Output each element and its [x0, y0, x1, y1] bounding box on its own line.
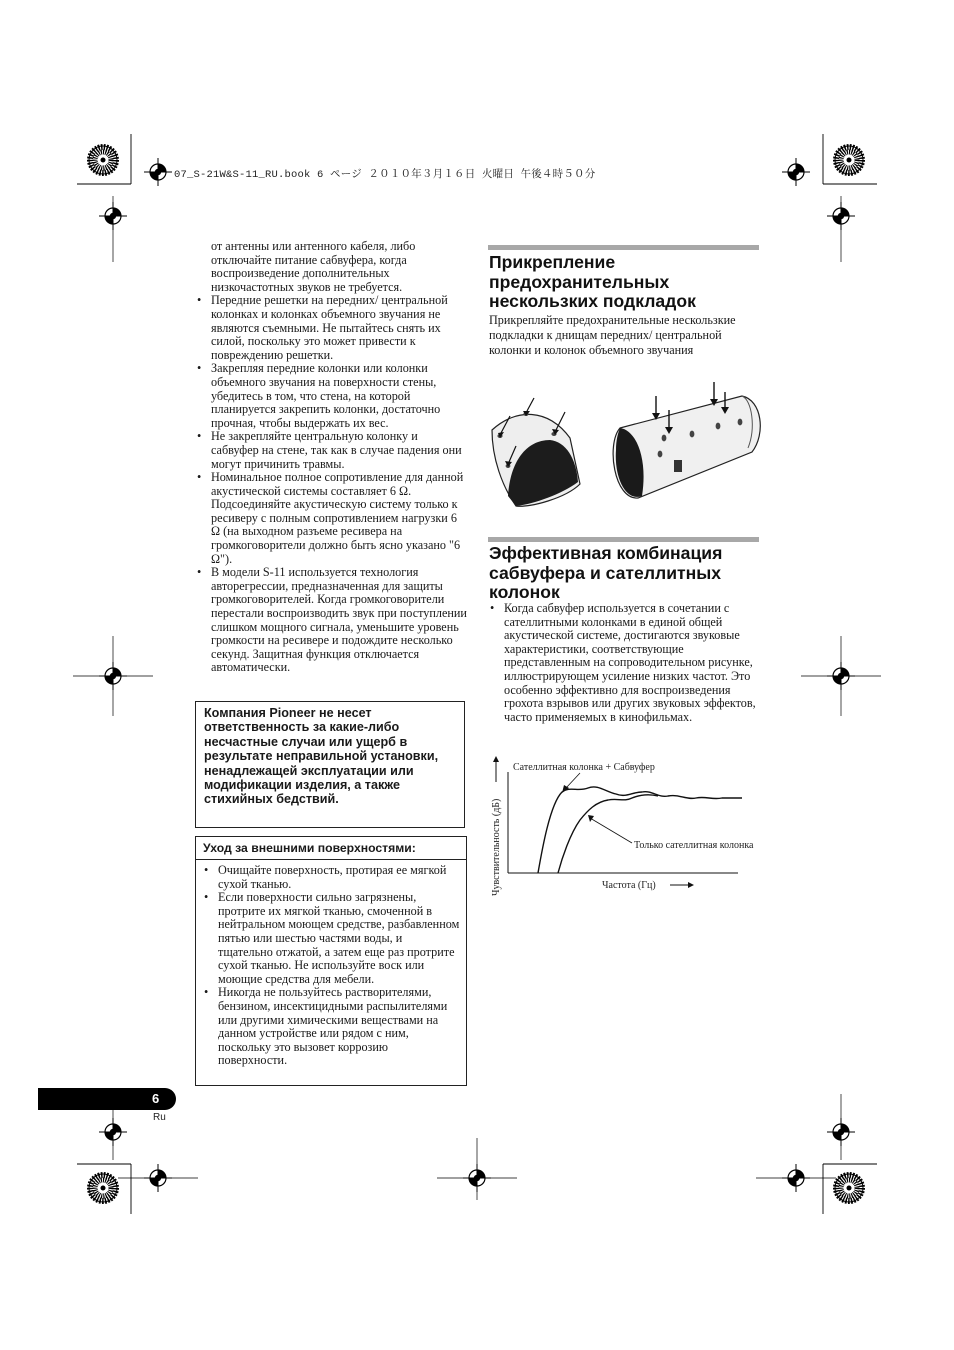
care-box: [195, 836, 467, 1086]
page-language: Ru: [153, 1112, 166, 1123]
section-body-pads: Прикрепляйте предохранительные нескользкие подкладки к днищам передних/ центральной колонки и колонок объемного звучания: [489, 313, 736, 358]
x-axis-label: Частота (Гц): [602, 880, 656, 891]
list-item: • Закрепляя передние колонки или колонки объемного звучания на поверхности стены, убедитесь в том, что стена, на которой планируется закрепить колонки, достаточно прочная, чтобы выдержать их вес.: [196, 362, 468, 430]
list-item: • Когда сабвуфер используется в сочетании с сателлитными колонками в единой общей акустической системе, достигаются звуковые характеристики, соответствующие представленным на сопроводительном рисунке, иллюстрирующем усиление низких частот. Это особенно эффективно для воспроизведения грохота взрывов или других звуковых эффектов, часто применяемых в кинофильмах.: [489, 602, 759, 724]
registration-target-icon: [144, 158, 172, 186]
series-label-combined: Сателлитная колонка + Сабвуфер: [513, 762, 655, 773]
list-item: • Никогда не пользуйтесь растворителями, бензином, инсектицидными распылителями или другими химическими веществами на данном устройстве или рядом с ним, поскольку это вызовет коррозию поверхности.: [203, 986, 460, 1068]
x-axis-arrow-icon: [688, 882, 694, 888]
registration-target-icon: [782, 1164, 810, 1192]
list-item: • Не закрепляйте центральную колонку и сабвуфер на стене, так как в случае падения они могут причинить травмы.: [196, 430, 468, 471]
registration-starburst-icon: [835, 146, 863, 174]
y-axis-label: Чувствительность (дБ): [491, 798, 502, 896]
section-title-subwoofer: Эффективная комбинация сабвуфера и сателлитных колонок: [489, 543, 723, 602]
registration-target-icon: [99, 202, 127, 230]
left-column: [196, 240, 468, 675]
page-number: 6: [152, 1091, 160, 1106]
book-info-header: 07_S-21W&S-11_RU.book 6 ページ ２０１０年３月１６日 火曜日 午後４時５０分: [174, 169, 596, 181]
liability-warning-box: [195, 701, 465, 828]
series-line-satellite: [558, 795, 658, 873]
list-item: • Номинальное полное сопротивление для данной акустической системы составляет 6 Ω. Подсоединяйте акустическую систему только к ресиверу с полным сопротивлением нагрузки 6 Ω (на выходном разъеме ресивера на громкоговорители должно быть ясно указано "6 Ω").: [196, 471, 468, 566]
list-item: • Очищайте поверхность, протирая ее мягкой сухой тканью.: [203, 864, 460, 891]
center-speaker-image: [613, 382, 760, 498]
section-rule: [488, 245, 759, 250]
continuation-paragraph: от антенны или антенного кабеля, либо отключайте питание сабвуфера, когда воспроизведение дополнительных низкочастотных звуков не требуется.: [211, 239, 416, 294]
registration-target-icon: [99, 662, 127, 690]
list-item: • Если поверхности сильно загрязнены, протрите их мягкой тканью, смоченной в нейтральном моющем средстве, разбавленном пятью или шестью частями воды, и тщательно отжатой, а затем еще раз протрите сухой тканью. Не используйте воск или моющие средства для мебели.: [203, 891, 460, 986]
series-label-satellite: Только сателлитная колонка: [634, 840, 754, 851]
safety-bullet-list: [196, 294, 468, 675]
list-item: • Передние решетки на передних/ центральной колонках и колонках объемного звучания не являются съемными. Не пытайтесь снять их силой, поскольку это может привести к повреждению решетки.: [196, 294, 468, 362]
section-rule: [488, 537, 759, 542]
registration-target-icon: [99, 1118, 127, 1146]
section-title-pads: Прикрепление предохранительных нескользких подкладок: [489, 252, 696, 311]
pointer-arrow-icon: [588, 815, 594, 822]
registration-target-icon: [827, 662, 855, 690]
list-item: • В модели S-11 используется технология авторегрессии, предназначенная для защиты громкоговорителей. Когда громкоговорители перестали воспроизводить звук при поступлении слишком мощного сигнала, уменьшите уровень громкости на ресивере и подождите несколько секунд. Защитная функция отключается автоматически.: [196, 566, 468, 675]
registration-target-icon: [782, 158, 810, 186]
care-box-title: Уход за внешними поверхностями:: [196, 837, 466, 860]
registration-target-icon: [463, 1164, 491, 1192]
registration-target-icon: [144, 1164, 172, 1192]
care-list: [196, 860, 466, 1068]
registration-starburst-icon: [835, 1174, 863, 1202]
registration-target-icon: [827, 1118, 855, 1146]
speaker-pads-illustration: [486, 378, 776, 512]
registration-starburst-icon: [89, 1174, 117, 1202]
subwoofer-bullet-list: [489, 602, 759, 724]
surround-speaker-image: [492, 398, 580, 506]
y-axis-arrow-icon: [493, 756, 499, 762]
registration-starburst-icon: [89, 146, 117, 174]
series-line-combined: [538, 787, 742, 873]
frequency-response-chart: [486, 754, 782, 900]
registration-target-icon: [827, 202, 855, 230]
liability-warning-text: Компания Pioneer не несет ответственность за какие-либо несчастные случаи или ущерб в результате неправильной установки, ненадлежащей эксплуатации или модификации изделия, а также стихийных бедствий.: [204, 706, 439, 807]
